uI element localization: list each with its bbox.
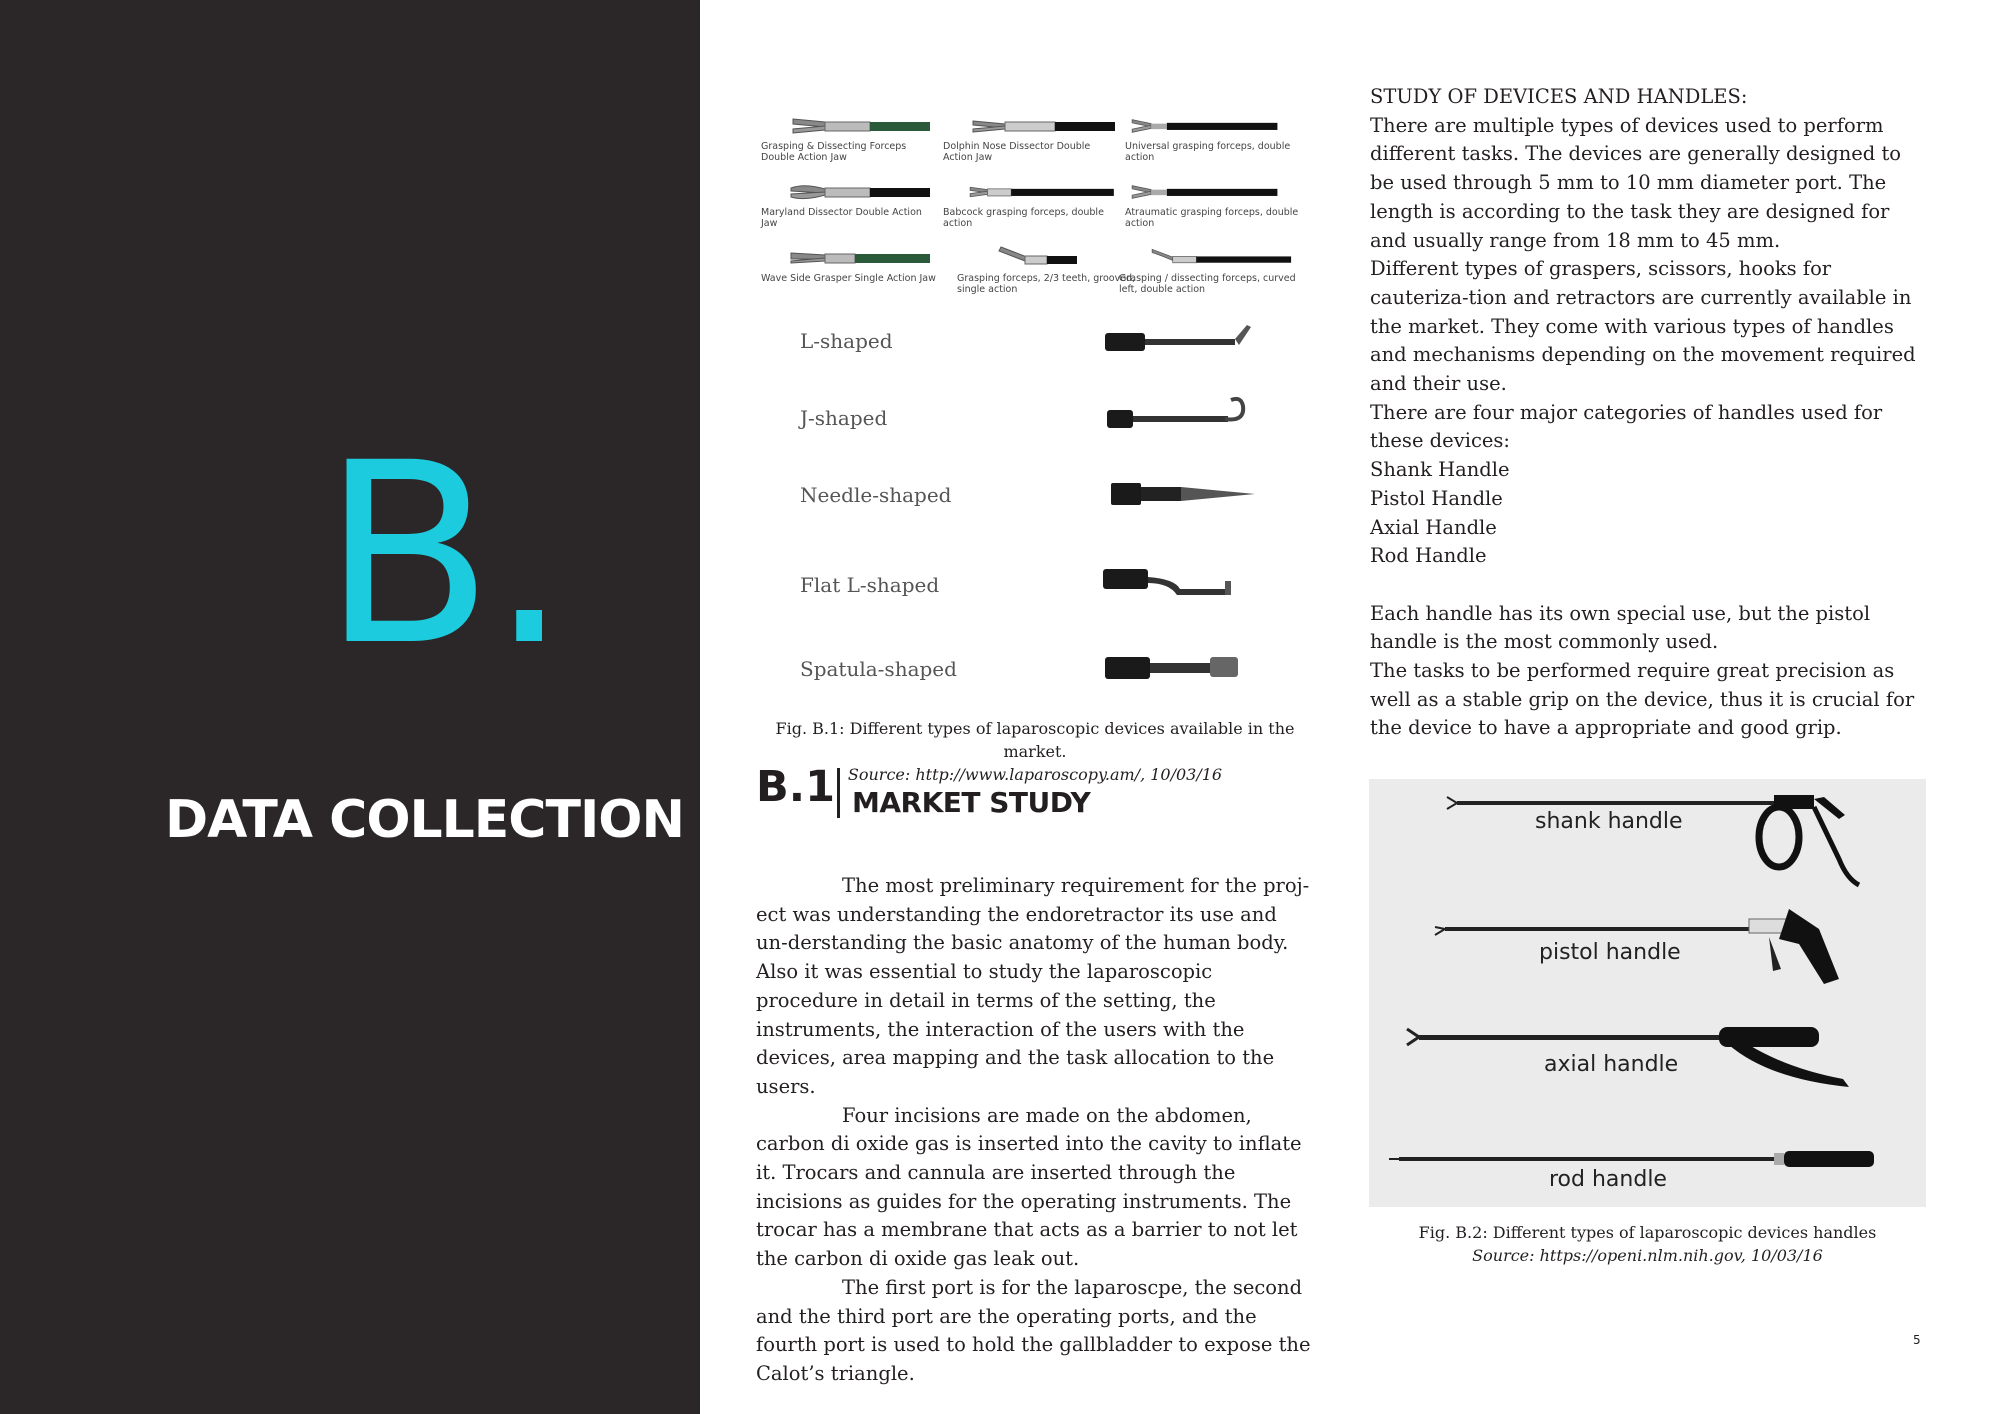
section-heading: MARKET STUDY	[852, 786, 1091, 819]
forceps-label: Maryland Dissector Double Action Jaw	[761, 207, 922, 229]
spacer	[1370, 571, 1930, 600]
figure-2-caption-text: Fig. B.2: Different types of laparoscopic devices handles	[1418, 1223, 1877, 1242]
hook-label: Needle-shaped	[800, 483, 952, 507]
hook-label: Spatula-shaped	[800, 657, 957, 681]
forceps-icon	[785, 245, 935, 271]
forceps-label: Grasping / dissecting forceps, curved left, double action	[1119, 273, 1296, 295]
forceps-label: Dolphin Nose Dissector Double Action Jaw	[943, 141, 1091, 163]
forceps-icon	[1129, 113, 1279, 139]
market-study-body	[756, 872, 1312, 1389]
section-cover-panel	[0, 0, 700, 1414]
hook-row	[755, 469, 1315, 529]
forceps-icon	[967, 113, 1117, 139]
forceps-grid	[755, 95, 1315, 310]
hook-row	[755, 392, 1315, 452]
forceps-item	[755, 235, 935, 303]
forceps-icon	[785, 113, 935, 139]
section-letter: B.	[322, 409, 565, 700]
forceps-label: Grasping forceps, 2/3 teeth, grooved, single action	[957, 273, 1136, 295]
l-hook-icon	[1095, 315, 1275, 365]
forceps-label: Universal grasping forceps, double action	[1125, 141, 1291, 163]
hook-label: Flat L-shaped	[800, 573, 940, 597]
figure-1-source: Source: http://www.laparoscopy.am/, 10/03/16	[847, 765, 1223, 784]
handle-label: rod handle	[1549, 1167, 1667, 1192]
study-title: STUDY OF DEVICES AND HANDLES:	[1370, 85, 1748, 108]
study-line: There are four major categories of handles used for these devices:	[1370, 400, 1883, 453]
forceps-icon	[785, 179, 935, 205]
study-line: Axial Handle	[1370, 515, 1497, 539]
section-number: B.1	[756, 762, 836, 812]
j-hook-icon	[1095, 392, 1275, 442]
needle-icon	[1095, 469, 1275, 519]
study-line: Pistol Handle	[1370, 486, 1503, 510]
forceps-label: Babcock grasping forceps, double action	[943, 207, 1104, 229]
forceps-icon	[1129, 179, 1279, 205]
forceps-icon	[967, 179, 1117, 205]
figure-1-caption-text: Fig. B.1: Different types of laparoscopic devices available in the market.	[775, 719, 1295, 761]
study-line: Shank Handle	[1370, 458, 1510, 482]
hook-label: L-shaped	[800, 329, 893, 353]
handles-illustration	[1369, 779, 1926, 1207]
forceps-item	[1119, 103, 1299, 171]
study-of-devices	[1370, 83, 1930, 743]
body-paragraph: The most preliminary requirement for the proj-ect was understanding the endoretractor its use and un-derstanding the basic anatomy of the human body. Also it was essential to study the laparoscopic procedure in detail in terms of the setting, the instruments, the interaction of the users with the devices, area mapping and the task allocation to the users.	[756, 874, 1310, 1098]
study-line: Rod Handle	[1370, 544, 1487, 568]
study-line: There are multiple types of devices used to perform different tasks. The devices are generally designed to be used through 5 mm to 10 mm diameter port. The length is according to the task they are designed for and usually range from 18 mm to 45 mm.	[1370, 113, 1902, 252]
forceps-item	[755, 103, 935, 171]
forceps-label: Atraumatic grasping forceps, double action	[1125, 207, 1299, 229]
forceps-item	[937, 103, 1117, 171]
flat-l-hook-icon	[1095, 559, 1275, 609]
section-title: DATA COLLECTION	[165, 790, 685, 850]
hook-row	[755, 643, 1315, 703]
hook-label: J-shaped	[800, 406, 888, 430]
forceps-item	[937, 235, 1136, 303]
handle-label: axial handle	[1544, 1052, 1679, 1077]
forceps-item	[937, 169, 1117, 237]
forceps-label: Wave Side Grasper Single Action Jaw	[761, 273, 936, 284]
page-number: 5	[1913, 1333, 1921, 1347]
figure-2-caption	[1369, 1221, 1926, 1267]
study-line: Each handle has its own special use, but the pistol handle is the most commonly used.	[1370, 601, 1871, 654]
forceps-item	[755, 169, 935, 237]
body-paragraph: The first port is for the laparoscpe, the second and the third port are the operating ports, and the fourth port is used to hold the gallbladder to expose the Calot’s triangle.	[756, 1275, 1311, 1385]
study-line: Different types of graspers, scissors, hooks for cauteriza-tion and retractors are currently available in the market. They come with various types of handles and mechanisms depending on the movement required and their use.	[1370, 257, 1916, 396]
heading-divider	[837, 768, 840, 818]
hook-row	[755, 559, 1315, 619]
spatula-icon	[1095, 643, 1275, 693]
figure-2-source: Source: https://openi.nlm.nih.gov, 10/03/16	[1472, 1246, 1823, 1265]
figure-device-handles	[1369, 779, 1926, 1207]
handle-label: shank handle	[1535, 809, 1683, 834]
forceps-item	[1119, 235, 1299, 303]
handle-label: pistol handle	[1539, 940, 1681, 965]
hook-row	[755, 315, 1315, 375]
forceps-item	[1119, 169, 1299, 237]
figure-laparoscopic-devices	[755, 95, 1315, 705]
forceps-label: Grasping & Dissecting Forceps Double Action Jaw	[761, 141, 907, 163]
study-line: The tasks to be performed require great precision as well as a stable grip on the device, thus it is crucial for the device to have a appropriate and good grip.	[1370, 659, 1915, 740]
forceps-icon	[1149, 245, 1299, 271]
body-paragraph: Four incisions are made on the abdomen, carbon di oxide gas is inserted into the cavity to inflate it. Trocars and cannula are inserted through the incisions as guides for the operating instruments. The trocar has a membrane that acts as a barrier to not let the carbon di oxide gas leak out.	[756, 1103, 1302, 1271]
